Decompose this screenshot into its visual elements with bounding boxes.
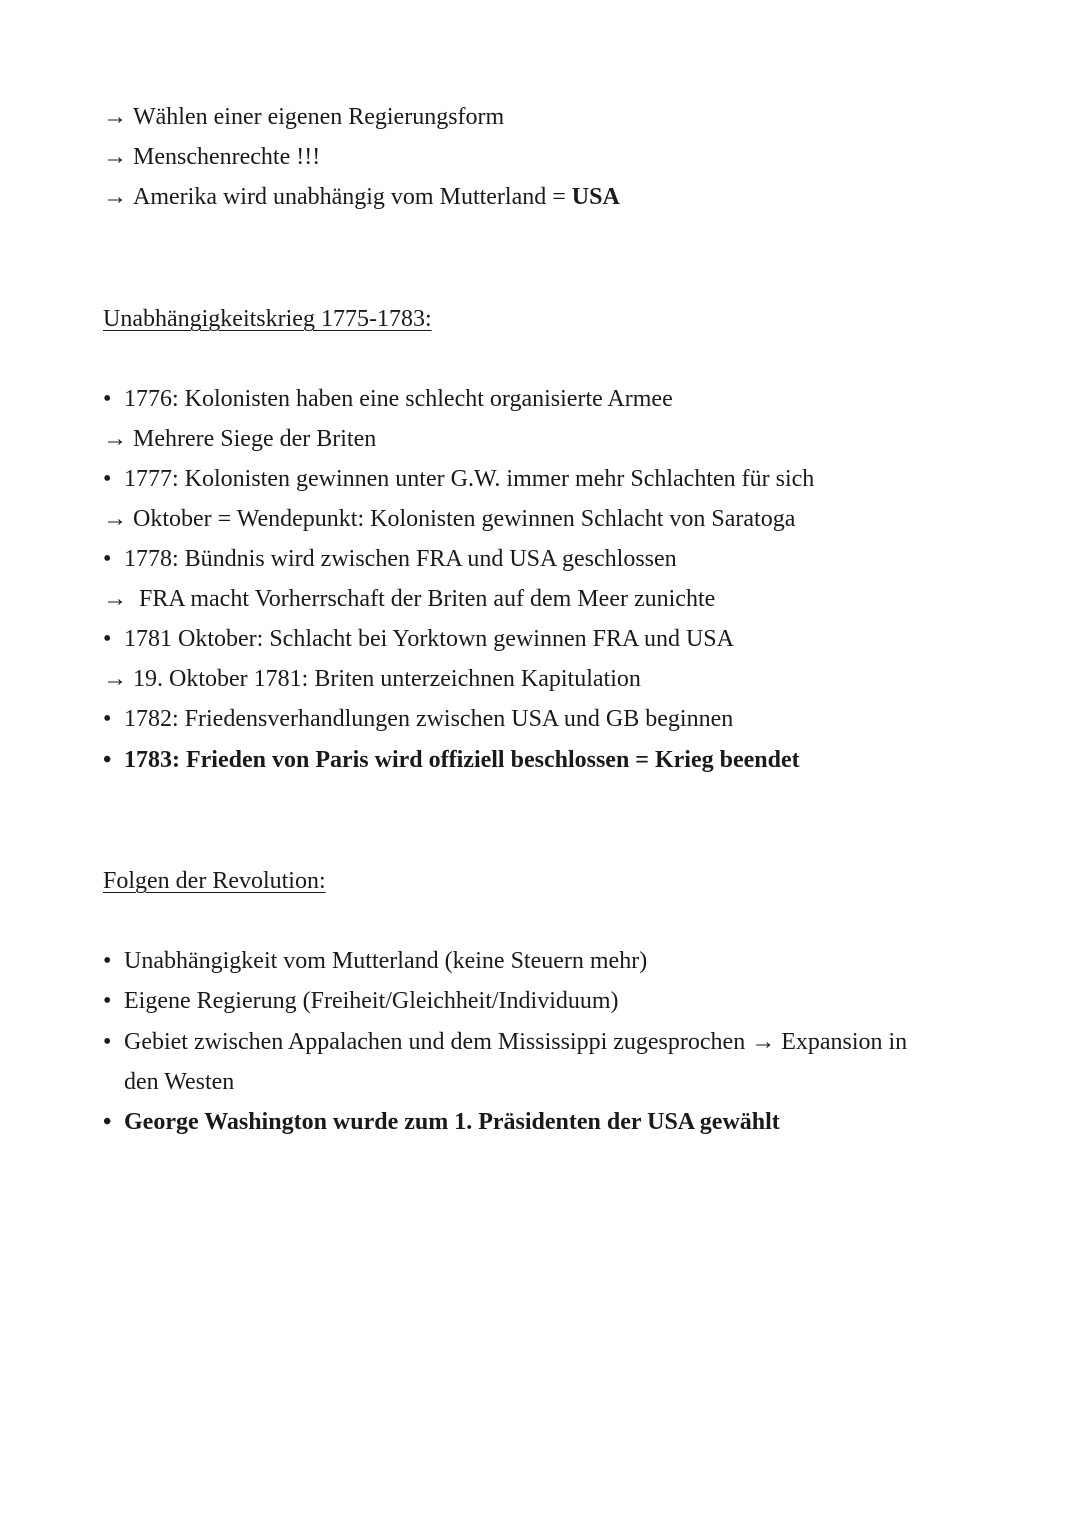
consequence-text: George Washington wurde zum 1. Präsidenten der USA gewählt	[124, 1109, 780, 1135]
intro-item-text: Menschenrechte !!!	[133, 144, 321, 170]
bullet-icon: •	[103, 747, 112, 773]
bullet-icon: •	[103, 466, 112, 492]
war-line-1776	[103, 384, 673, 414]
intro-item-2	[103, 142, 320, 172]
arrow-icon: →	[103, 144, 127, 170]
arrow-icon: →	[103, 666, 127, 692]
war-line-1781	[103, 624, 734, 654]
bullet-icon: •	[103, 546, 112, 572]
arrow-icon: →	[103, 426, 127, 452]
war-line-briten-siege	[103, 424, 376, 454]
war-line-1777	[103, 464, 814, 494]
bullet-icon: •	[103, 1109, 112, 1135]
bullet-icon: •	[103, 948, 112, 974]
usa-bold-text: USA	[571, 184, 620, 210]
war-line-text: 19. Oktober 1781: Briten unterzeichnen Kapitulation	[133, 666, 641, 692]
war-heading: Unabhängigkeitskrieg 1775-1783:	[103, 306, 432, 332]
consequence-item-4	[103, 1107, 780, 1137]
war-line-text: 1777: Kolonisten gewinnen unter G.W. immer mehr Schlachten für sich	[124, 466, 815, 492]
war-line-1782	[103, 704, 733, 734]
intro-item-text: Wählen einer eigenen Regierungsform	[133, 104, 505, 130]
arrow-icon: →	[103, 506, 127, 532]
war-line-saratoga	[103, 504, 795, 534]
war-line-text: 1778: Bündnis wird zwischen FRA und USA geschlossen	[124, 546, 677, 572]
war-line-kapitulation	[103, 664, 641, 694]
war-line-text: 1781 Oktober: Schlacht bei Yorktown gewinnen FRA und USA	[124, 626, 734, 652]
bullet-icon: •	[103, 988, 112, 1014]
consequence-item-3-continued: den Westen	[124, 1069, 235, 1095]
war-line-fra-meer	[103, 584, 715, 614]
arrow-icon: →	[103, 104, 127, 130]
war-line-text: 1776: Kolonisten haben eine schlecht organisierte Armee	[124, 386, 673, 412]
consequence-item-3	[103, 1027, 907, 1057]
war-line-text: 1782: Friedensverhandlungen zwischen USA und GB beginnen	[124, 706, 734, 732]
bullet-icon: •	[103, 1029, 112, 1055]
intro-item-text: Amerika wird unabhängig vom Mutterland =	[133, 184, 572, 210]
intro-item-3	[103, 182, 620, 212]
bullet-icon: •	[103, 626, 112, 652]
war-line-1778	[103, 544, 677, 574]
bullet-icon: •	[103, 386, 112, 412]
war-line-text: Oktober = Wendepunkt: Kolonisten gewinnen Schlacht von Saratoga	[133, 506, 796, 532]
consequence-text: Eigene Regierung (Freiheit/Gleichheit/Individuum)	[124, 988, 619, 1014]
consequence-item-2	[103, 986, 619, 1016]
consequence-item-1	[103, 946, 647, 976]
consequence-text: Unabhängigkeit vom Mutterland (keine Steuern mehr)	[124, 948, 648, 974]
war-line-1783	[103, 745, 800, 775]
consequence-text: Gebiet zwischen Appalachen und dem Mississippi zugesprochen → Expansion in	[124, 1029, 908, 1055]
arrow-icon: →	[103, 586, 127, 612]
bullet-icon: •	[103, 706, 112, 732]
consequences-heading: Folgen der Revolution:	[103, 868, 326, 894]
war-line-text: 1783: Frieden von Paris wird offiziell beschlossen = Krieg beendet	[124, 747, 800, 773]
intro-item-1	[103, 102, 504, 132]
war-line-text: Mehrere Siege der Briten	[133, 426, 377, 452]
arrow-icon: →	[103, 184, 127, 210]
war-line-text: FRA macht Vorherrschaft der Briten auf dem Meer zunichte	[139, 586, 716, 612]
